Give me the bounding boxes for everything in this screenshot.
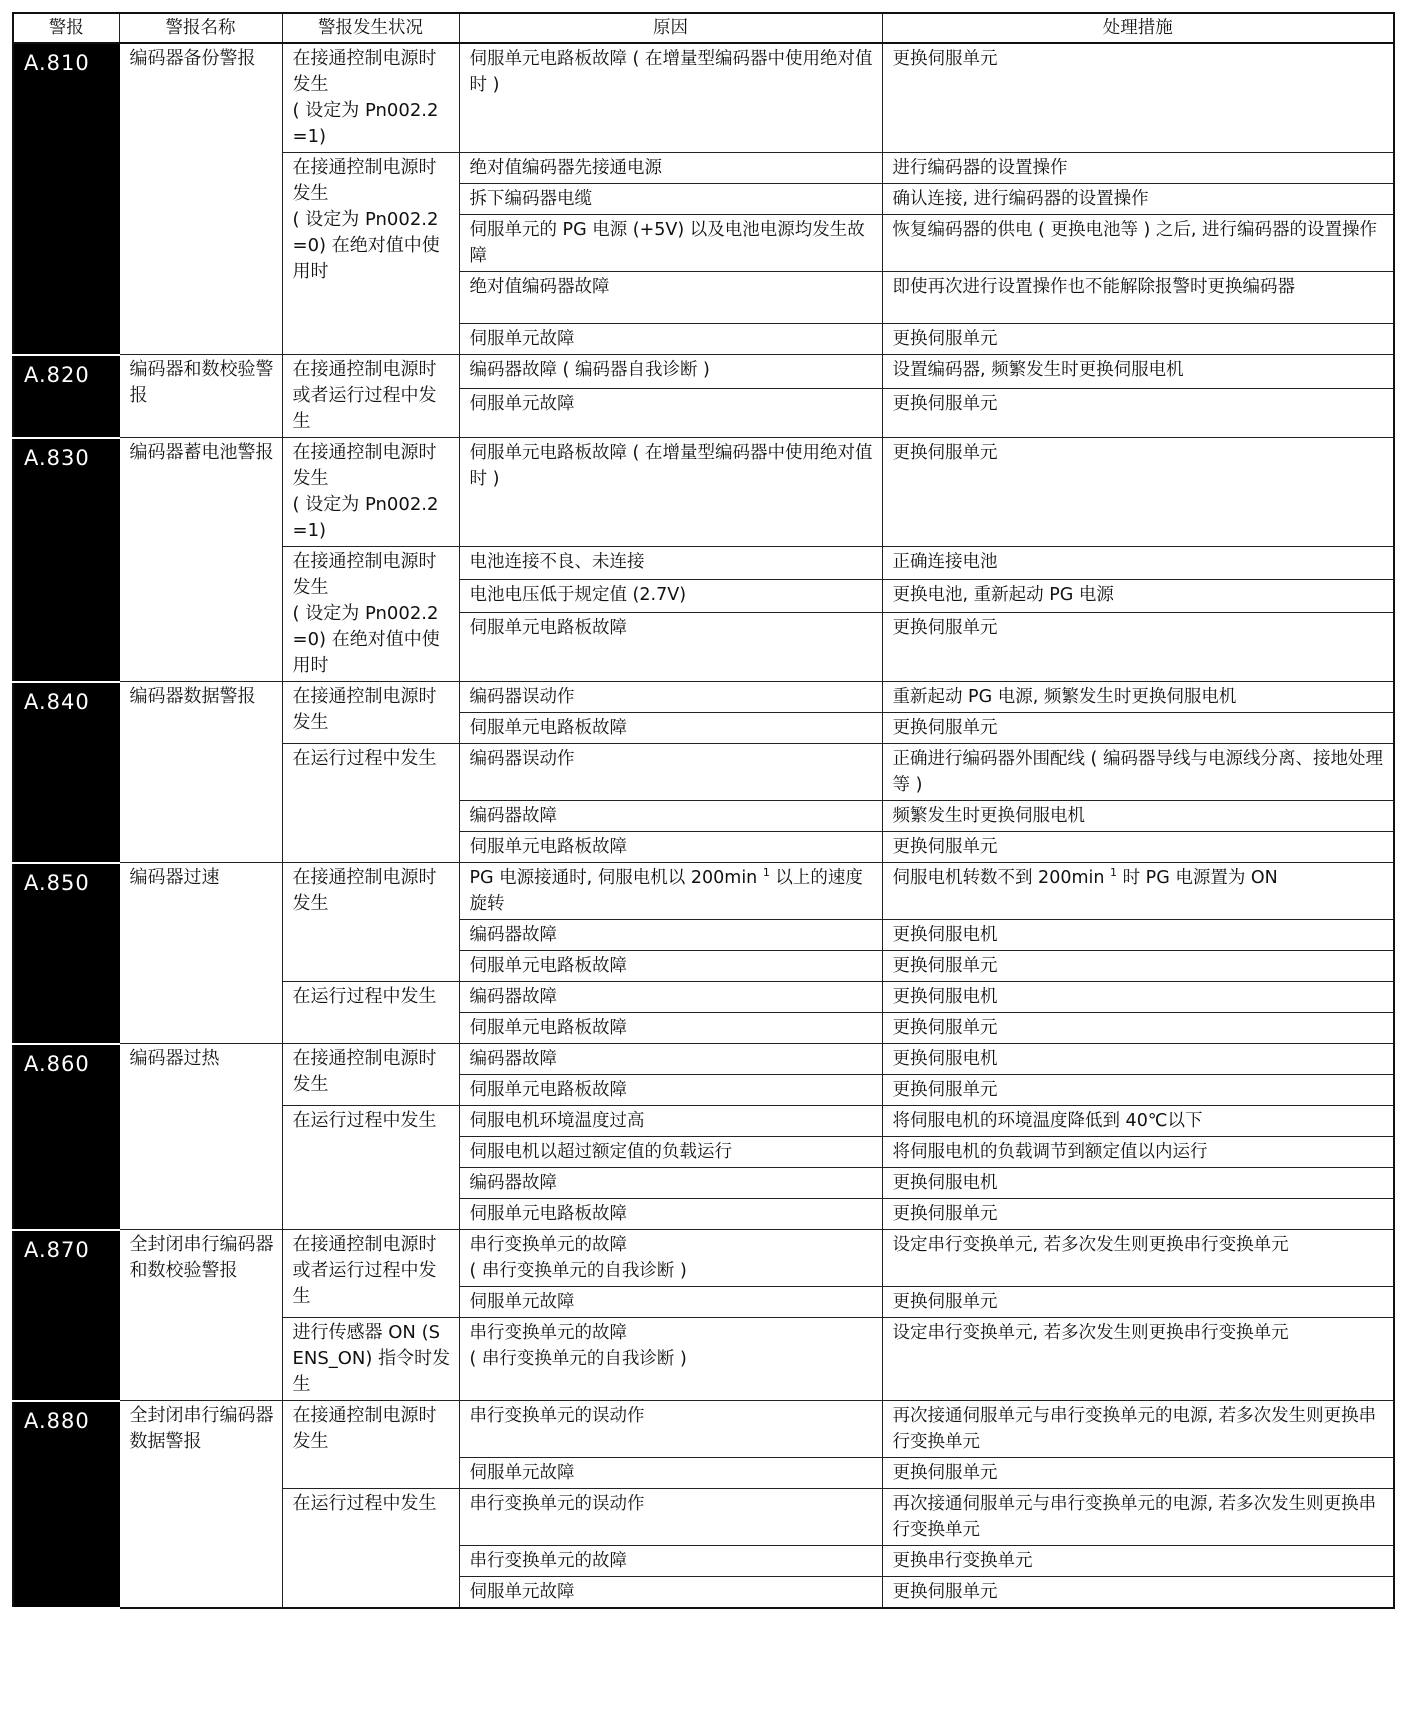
alarm-code: A.850 xyxy=(13,863,119,1044)
alarm-action: 更换伺服单元 xyxy=(882,324,1394,355)
alarm-cause: 编码器误动作 xyxy=(459,744,882,801)
alarm-action: 更换伺服单元 xyxy=(882,389,1394,438)
alarm-action: 更换电池, 重新起动 PG 电源 xyxy=(882,580,1394,613)
alarm-cause: 伺服单元的 PG 电源 (+5V) 以及电池电源均发生故障 xyxy=(459,215,882,272)
alarm-action: 更换伺服单元 xyxy=(882,1199,1394,1230)
alarm-cause: 电池电压低于规定值 (2.7V) xyxy=(459,580,882,613)
alarm-action: 频繁发生时更换伺服电机 xyxy=(882,801,1394,832)
col-header-alarm: 警报 xyxy=(13,13,119,43)
alarm-cause: 伺服单元电路板故障 xyxy=(459,613,882,682)
alarm-cause: 串行变换单元的故障 xyxy=(459,1546,882,1577)
alarm-code: A.880 xyxy=(13,1401,119,1609)
alarm-action: 进行编码器的设置操作 xyxy=(882,153,1394,184)
col-header-alarm-name: 警报名称 xyxy=(119,13,282,43)
alarm-cause: 编码器故障 xyxy=(459,1044,882,1075)
alarm-condition: 在接通控制电源时或者运行过程中发生 xyxy=(282,1230,459,1318)
alarm-cause: 编码器故障 xyxy=(459,982,882,1013)
alarm-action: 伺服电机转数不到 200min $^1$ 时 PG 电源置为 ON xyxy=(882,863,1394,920)
col-header-action: 处理措施 xyxy=(882,13,1394,43)
header-row xyxy=(13,13,1394,43)
alarm-condition: 在接通控制电源时发生 xyxy=(282,863,459,982)
alarm-condition: 在接通控制电源时发生 ( 设定为 Pn002.2 =0) 在绝对值中使用时 xyxy=(282,153,459,355)
alarm-cause: 伺服单元电路板故障 xyxy=(459,1075,882,1106)
alarm-action: 重新起动 PG 电源, 频繁发生时更换伺服电机 xyxy=(882,682,1394,713)
alarm-cause: 串行变换单元的故障 ( 串行变换单元的自我诊断 ) xyxy=(459,1230,882,1287)
alarm-action: 更换伺服电机 xyxy=(882,1168,1394,1199)
alarm-cause: 编码器故障 xyxy=(459,1168,882,1199)
alarm-action: 更换伺服单元 xyxy=(882,951,1394,982)
alarm-action: 正确进行编码器外围配线 ( 编码器导线与电源线分离、接地处理等 ) xyxy=(882,744,1394,801)
alarm-code: A.870 xyxy=(13,1230,119,1401)
alarm-cause: 伺服单元电路板故障 xyxy=(459,1199,882,1230)
alarm-cause: PG 电源接通时, 伺服电机以 200min $^1$ 以上的速度旋转 xyxy=(459,863,882,920)
alarm-action: 再次接通伺服单元与串行变换单元的电源, 若多次发生则更换串行变换单元 xyxy=(882,1489,1394,1546)
alarm-cause: 编码器故障 xyxy=(459,801,882,832)
alarm-name: 全封闭串行编码器和数校验警报 xyxy=(119,1230,282,1401)
alarm-condition: 在运行过程中发生 xyxy=(282,982,459,1044)
alarm-code: A.810 xyxy=(13,43,119,355)
col-header-cause: 原因 xyxy=(459,13,882,43)
alarm-action: 更换伺服电机 xyxy=(882,920,1394,951)
table-row xyxy=(13,1230,1394,1287)
alarm-action: 更换伺服单元 xyxy=(882,43,1394,153)
alarm-action: 设定串行变换单元, 若多次发生则更换串行变换单元 xyxy=(882,1318,1394,1401)
alarm-cause: 拆下编码器电缆 xyxy=(459,184,882,215)
alarm-cause: 绝对值编码器先接通电源 xyxy=(459,153,882,184)
alarm-action: 更换伺服单元 xyxy=(882,713,1394,744)
alarm-condition: 在运行过程中发生 xyxy=(282,1489,459,1609)
alarm-action: 将伺服电机的负载调节到额定值以内运行 xyxy=(882,1137,1394,1168)
alarm-action: 确认连接, 进行编码器的设置操作 xyxy=(882,184,1394,215)
alarm-table-body xyxy=(13,43,1394,1608)
alarm-cause: 伺服单元故障 xyxy=(459,1287,882,1318)
alarm-action: 再次接通伺服单元与串行变换单元的电源, 若多次发生则更换串行变换单元 xyxy=(882,1401,1394,1458)
alarm-condition: 在接通控制电源时或者运行过程中发生 xyxy=(282,355,459,438)
alarm-name: 编码器蓄电池警报 xyxy=(119,438,282,682)
alarm-action: 更换伺服单元 xyxy=(882,1075,1394,1106)
table-row xyxy=(13,43,1394,153)
alarm-action: 更换伺服单元 xyxy=(882,1013,1394,1044)
alarm-condition: 在接通控制电源时发生 ( 设定为 Pn002.2 =1) xyxy=(282,438,459,547)
alarm-condition: 在接通控制电源时发生 xyxy=(282,1401,459,1489)
alarm-code: A.860 xyxy=(13,1044,119,1230)
alarm-condition: 在接通控制电源时发生 ( 设定为 Pn002.2 =1) xyxy=(282,43,459,153)
table-row xyxy=(13,355,1394,389)
alarm-cause: 伺服电机以超过额定值的负载运行 xyxy=(459,1137,882,1168)
alarm-name: 编码器数据警报 xyxy=(119,682,282,863)
alarm-action: 设定串行变换单元, 若多次发生则更换串行变换单元 xyxy=(882,1230,1394,1287)
alarm-action: 正确连接电池 xyxy=(882,547,1394,580)
alarm-cause: 伺服单元故障 xyxy=(459,389,882,438)
alarm-code: A.830 xyxy=(13,438,119,682)
alarm-table xyxy=(12,12,1395,1609)
alarm-condition: 在接通控制电源时发生 xyxy=(282,1044,459,1106)
alarm-action: 更换伺服单元 xyxy=(882,438,1394,547)
alarm-name: 编码器和数校验警报 xyxy=(119,355,282,438)
alarm-cause: 串行变换单元的误动作 xyxy=(459,1401,882,1458)
alarm-cause: 伺服电机环境温度过高 xyxy=(459,1106,882,1137)
alarm-cause: 伺服单元故障 xyxy=(459,1458,882,1489)
alarm-condition: 进行传感器 ON (SENS_ON) 指令时发生 xyxy=(282,1318,459,1401)
alarm-cause: 串行变换单元的误动作 xyxy=(459,1489,882,1546)
alarm-action: 即使再次进行设置操作也不能解除报警时更换编码器 xyxy=(882,272,1394,324)
alarm-cause: 电池连接不良、未连接 xyxy=(459,547,882,580)
alarm-condition: 在运行过程中发生 xyxy=(282,1106,459,1230)
table-row xyxy=(13,1401,1394,1458)
alarm-cause: 绝对值编码器故障 xyxy=(459,272,882,324)
alarm-action: 更换伺服单元 xyxy=(882,613,1394,682)
alarm-cause: 伺服单元电路板故障 xyxy=(459,1013,882,1044)
alarm-action: 更换伺服电机 xyxy=(882,1044,1394,1075)
alarm-action: 更换伺服单元 xyxy=(882,1287,1394,1318)
alarm-cause: 伺服单元故障 xyxy=(459,1577,882,1609)
alarm-name: 编码器过热 xyxy=(119,1044,282,1230)
table-row xyxy=(13,438,1394,547)
alarm-action: 更换伺服单元 xyxy=(882,832,1394,863)
alarm-condition: 在接通控制电源时发生 xyxy=(282,682,459,744)
col-header-condition: 警报发生状况 xyxy=(282,13,459,43)
alarm-cause: 伺服单元电路板故障 xyxy=(459,713,882,744)
table-row xyxy=(13,682,1394,713)
alarm-action: 设置编码器, 频繁发生时更换伺服电机 xyxy=(882,355,1394,389)
alarm-cause: 编码器故障 xyxy=(459,920,882,951)
alarm-action: 更换串行变换单元 xyxy=(882,1546,1394,1577)
alarm-action: 更换伺服单元 xyxy=(882,1458,1394,1489)
alarm-action: 更换伺服单元 xyxy=(882,1577,1394,1609)
alarm-name: 编码器过速 xyxy=(119,863,282,1044)
alarm-action: 更换伺服电机 xyxy=(882,982,1394,1013)
alarm-code: A.820 xyxy=(13,355,119,438)
alarm-cause: 串行变换单元的故障 ( 串行变换单元的自我诊断 ) xyxy=(459,1318,882,1401)
alarm-name: 全封闭串行编码器数据警报 xyxy=(119,1401,282,1609)
alarm-cause: 伺服单元电路板故障 ( 在增量型编码器中使用绝对值时 ) xyxy=(459,43,882,153)
alarm-action: 将伺服电机的环境温度降低到 40℃以下 xyxy=(882,1106,1394,1137)
table-row xyxy=(13,1044,1394,1075)
alarm-cause: 伺服单元电路板故障 xyxy=(459,951,882,982)
alarm-condition: 在接通控制电源时发生 ( 设定为 Pn002.2 =0) 在绝对值中使用时 xyxy=(282,547,459,682)
alarm-cause: 编码器故障 ( 编码器自我诊断 ) xyxy=(459,355,882,389)
alarm-cause: 伺服单元电路板故障 ( 在增量型编码器中使用绝对值时 ) xyxy=(459,438,882,547)
alarm-name: 编码器备份警报 xyxy=(119,43,282,355)
alarm-code: A.840 xyxy=(13,682,119,863)
table-row xyxy=(13,863,1394,920)
alarm-action: 恢复编码器的供电 ( 更换电池等 ) 之后, 进行编码器的设置操作 xyxy=(882,215,1394,272)
alarm-cause: 编码器误动作 xyxy=(459,682,882,713)
alarm-cause: 伺服单元故障 xyxy=(459,324,882,355)
alarm-cause: 伺服单元电路板故障 xyxy=(459,832,882,863)
alarm-condition: 在运行过程中发生 xyxy=(282,744,459,863)
